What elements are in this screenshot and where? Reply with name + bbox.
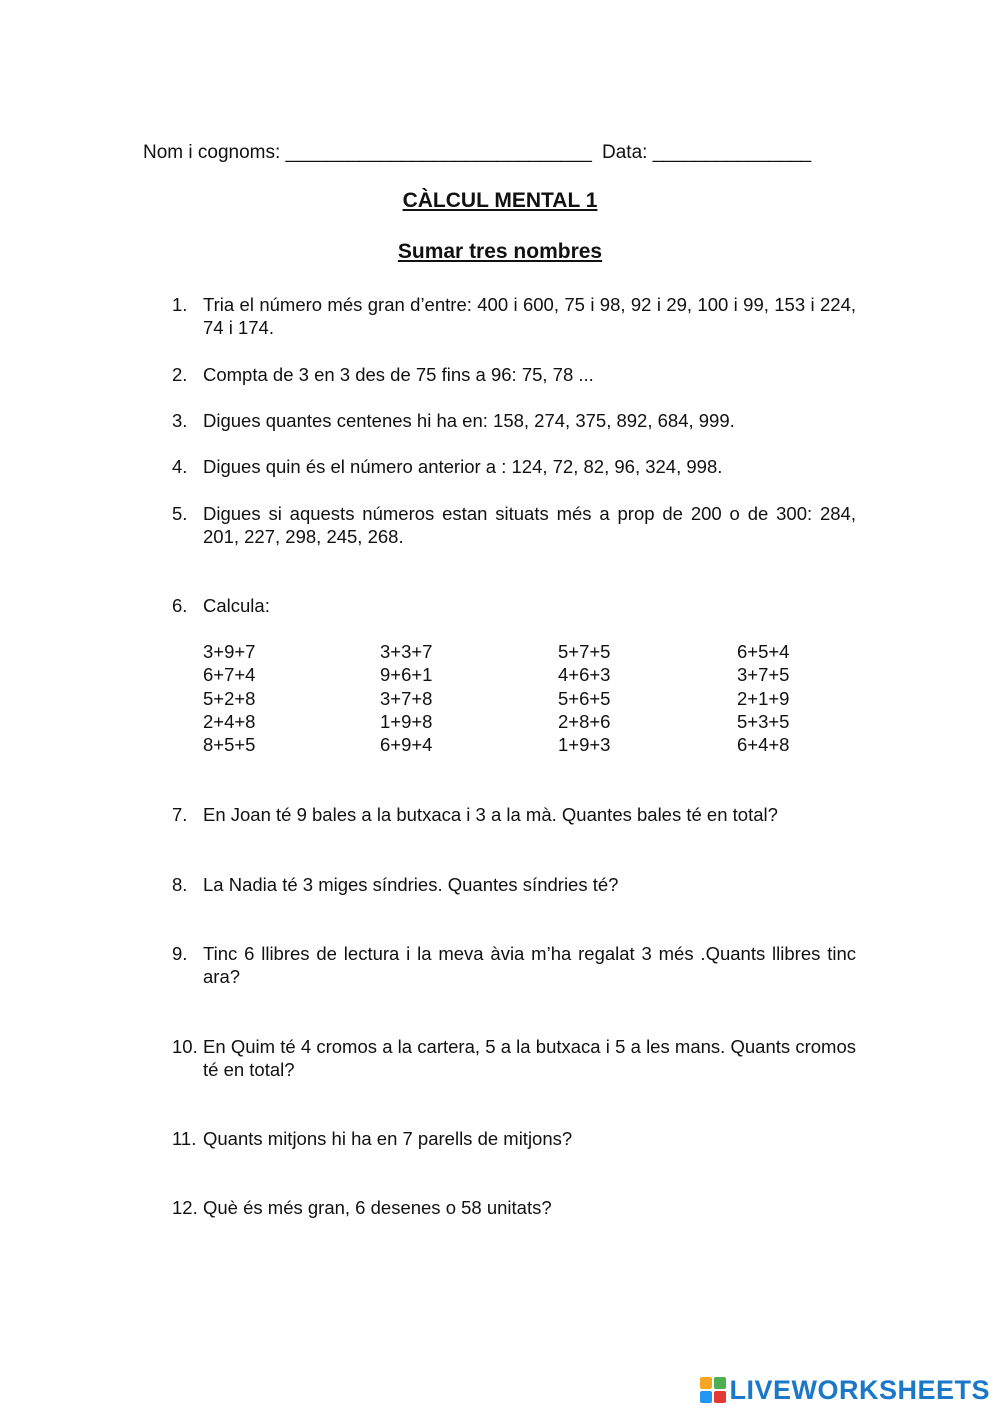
sums-row-2 [203,663,843,686]
question-number: 1. [172,294,188,315]
logo-square [700,1391,712,1403]
question-1 [172,293,856,339]
question-number: 2. [172,364,188,385]
liveworksheets-logo-icon [700,1377,726,1403]
question-11 [172,1127,856,1150]
question-text: Què és més gran, 6 desenes o 58 unitats? [203,1197,552,1218]
logo-square [714,1391,726,1403]
logo-square [700,1377,712,1389]
question-text: Digues quin és el número anterior a : 124, 72, 82, 96, 324, 998. [203,456,723,477]
question-text: Calcula: [203,595,270,616]
sums-row-3 [203,687,843,710]
question-text: Digues si aquests números estan situats més a prop de 200 o de 300: 284, 201, 227, 298, 245, 268. [203,503,856,547]
question-text: Compta de 3 en 3 des de 75 fins a 96: 75, 78 ... [203,364,594,385]
sum-item: 6+9+4 [380,734,433,756]
question-number: 11. [172,1128,197,1149]
sum-item: 9+6+1 [380,664,433,686]
sums-row-4 [203,710,843,733]
sums-grid [203,640,843,756]
liveworksheets-logo-text: LIVEWORKSHEETS [729,1374,990,1405]
sum-item: 2+8+6 [558,710,611,732]
question-8 [172,873,856,896]
sum-item: 5+3+5 [737,710,790,732]
logo-square [714,1377,726,1389]
header-line [143,142,811,164]
date-field-label[interactable]: Data: _______________ [602,142,812,163]
question-number: 7. [172,804,188,825]
sum-item: 1+9+3 [558,734,611,756]
sum-item: 6+5+4 [737,641,790,662]
question-number: 9. [172,943,188,964]
question-10 [172,1035,856,1081]
question-number: 12. [172,1197,198,1218]
name-field-label[interactable]: Nom i cognoms: _____________________________ [143,142,592,163]
sum-item: 3+9+7 [203,641,256,662]
question-9 [172,942,856,988]
question-12 [172,1196,856,1219]
sum-item: 5+7+5 [558,641,611,662]
sum-item: 3+3+7 [380,641,433,662]
question-number: 8. [172,874,188,895]
sum-item: 2+4+8 [203,710,256,732]
question-text: La Nadia té 3 miges síndries. Quantes síndries té? [203,874,619,895]
sum-item: 8+5+5 [203,734,256,756]
question-text: Tria el número més gran d’entre: 400 i 600, 75 i 98, 92 i 29, 100 i 99, 153 i 224, 74 i 174. [203,294,856,338]
sum-item: 3+7+8 [380,687,433,709]
question-4 [172,455,856,478]
sums-row-5 [203,733,843,756]
question-2 [172,363,856,386]
sum-item: 2+1+9 [737,687,790,709]
question-number: 6. [172,595,188,616]
question-6 [172,594,856,617]
sum-item: 5+2+8 [203,687,256,709]
question-text: Quants mitjons hi ha en 7 parells de mitjons? [203,1128,573,1149]
sum-item: 3+7+5 [737,664,790,686]
worksheet-title: CÀLCUL MENTAL 1 [402,189,598,212]
question-number: 10. [172,1036,198,1057]
sum-item: 6+7+4 [203,664,256,686]
sums-row-1 [203,640,843,663]
question-number: 4. [172,456,188,477]
question-number: 3. [172,410,188,431]
question-text: Digues quantes centenes hi ha en: 158, 274, 375, 892, 684, 999. [203,410,735,431]
liveworksheets-logo[interactable] [700,1375,990,1405]
question-7 [172,803,856,826]
question-text: En Joan té 9 bales a la butxaca i 3 a la mà. Quantes bales té en total? [203,804,778,825]
worksheet-subtitle: Sumar tres nombres [397,240,603,263]
sum-item: 1+9+8 [380,710,433,732]
question-number: 5. [172,503,188,524]
question-3 [172,409,856,432]
sum-item: 4+6+3 [558,664,611,686]
question-text: Tinc 6 llibres de lectura i la meva àvia m’ha regalat 3 més .Quants llibres tinc ara? [203,943,856,987]
question-text: En Quim té 4 cromos a la cartera, 5 a la butxaca i 5 a les mans. Quants cromos té en total? [203,1036,856,1080]
question-5 [172,502,856,548]
sum-item: 6+4+8 [737,734,790,756]
sum-item: 5+6+5 [558,687,611,709]
